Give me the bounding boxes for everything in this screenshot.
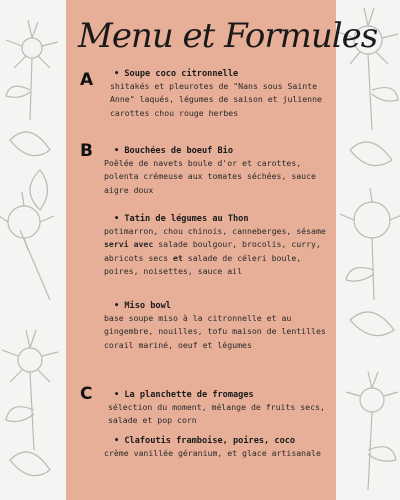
- left-flower-top: [6, 20, 58, 120]
- menu-item: [104, 213, 336, 279]
- menu-item-title: • Miso bowl: [114, 300, 340, 312]
- description-text: salade boulgour, brocolis, curry, abricots secs: [104, 239, 321, 263]
- menu-item-title: • Clafoutis framboise, poires, coco: [114, 435, 340, 447]
- menu-item-title: • Soupe coco citronnelle: [114, 68, 340, 80]
- menu-item-description: crème vanillée géranium, et glace artisanale: [104, 448, 321, 458]
- menu-item-description: shitakés et pleurotes de "Nans sous Sainte Anne" laqués, légumes de saison et julienne carottes chou rouge herbes: [110, 81, 322, 118]
- description-text: salade de céleri boule, poires, noisettes, sauce ail: [104, 252, 302, 277]
- menu-item-description: [104, 225, 336, 279]
- menu-item: [104, 389, 340, 428]
- section-letter-c: C: [80, 384, 93, 404]
- right-leaves-mid: [340, 142, 400, 336]
- menu-item: [104, 300, 340, 352]
- right-flower-bottom: [346, 372, 398, 490]
- left-leaves-mid: [0, 132, 54, 300]
- menu-item: [104, 68, 340, 120]
- menu-item-title: • Bouchées de boeuf Bio: [114, 145, 340, 157]
- menu-item-description: Poêlée de navets boule d'or et carottes, polenta crémeuse aux tomates séchées, sauce aigre doux: [104, 158, 316, 195]
- menu-item: [104, 435, 340, 460]
- description-emphasis: et: [173, 252, 183, 263]
- menu-item-description: base soupe miso à la citronnelle et au gingembre, nouilles, tofu maison de lentilles corail mariné, oeuf et légumes: [104, 313, 326, 350]
- section-letter-a: A: [80, 70, 94, 90]
- description-emphasis: servi avec: [104, 239, 154, 250]
- menu-item-description: sélection du moment, mélange de fruits secs, salade et pop corn: [108, 402, 325, 426]
- menu-item: [104, 145, 340, 197]
- menu-item-title: • Tatin de légumes au Thon: [114, 213, 336, 225]
- menu-title: Menu et Formules: [78, 16, 378, 56]
- section-letter-b: B: [80, 141, 93, 161]
- left-flower-bottom: [2, 330, 58, 476]
- menu-item-title: • La planchette de fromages: [114, 389, 340, 401]
- description-text: potimarron, chou chinois, canneberges, sésame: [104, 226, 326, 236]
